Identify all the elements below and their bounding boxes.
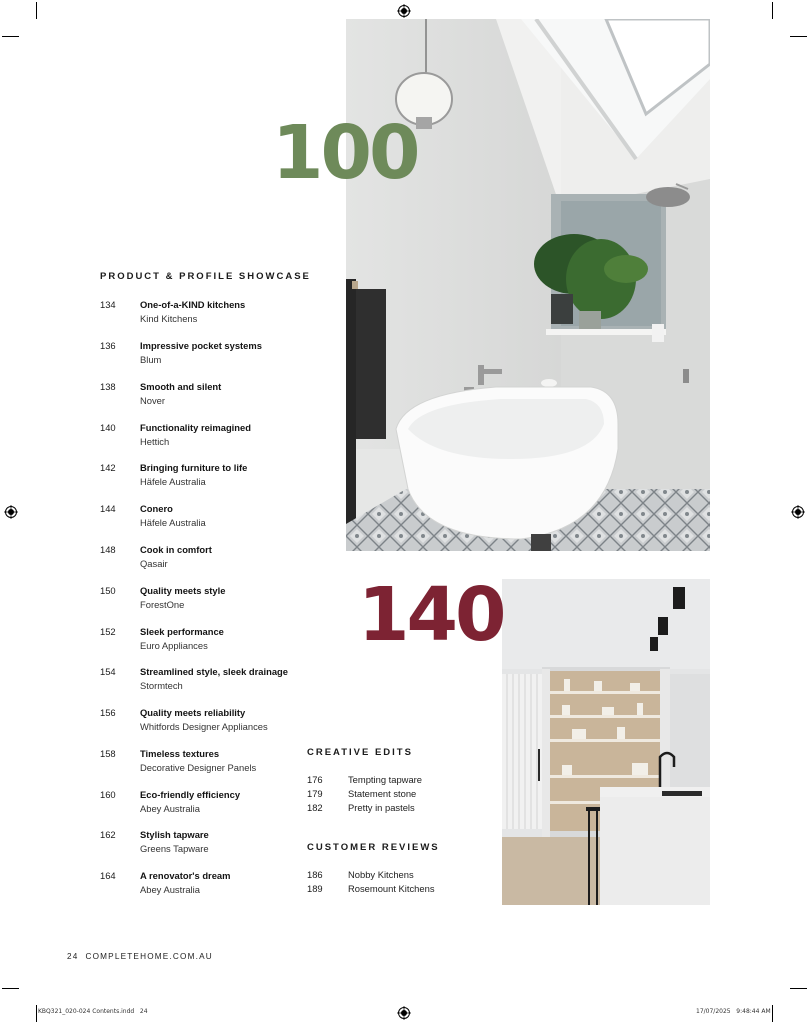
entry-title: Bringing furniture to life (140, 462, 248, 473)
entry-brand: Stormtech (140, 679, 183, 691)
entry-title: Pretty in pastels (348, 802, 415, 813)
page-number: 148 (100, 544, 116, 555)
entry-brand: Blum (140, 353, 162, 365)
creative-edits-heading: CREATIVE EDITS (307, 747, 413, 758)
entry-brand: Euro Appliances (140, 639, 208, 651)
entry-title: Eco-friendly efficiency (140, 789, 241, 800)
page-number: 156 (100, 707, 116, 718)
registration-mark-icon (4, 505, 18, 519)
page-number: 179 (307, 788, 323, 799)
registration-mark-icon (397, 1006, 411, 1020)
crop-mark (772, 2, 773, 19)
page-number: 140 (100, 422, 116, 433)
toc-entry[interactable] (100, 543, 340, 573)
product-showcase-heading: PRODUCT & PROFILE SHOWCASE (100, 271, 311, 282)
toc-entry[interactable] (100, 706, 340, 736)
entry-title: Nobby Kitchens (348, 869, 414, 880)
kitchen-photo (502, 579, 710, 905)
toc-entry[interactable] (100, 665, 340, 695)
entry-brand: Abey Australia (140, 883, 200, 895)
page-number: 134 (100, 299, 116, 310)
entry-title: Tempting tapware (348, 774, 422, 785)
page-number: 154 (100, 666, 116, 677)
crop-mark (790, 36, 807, 37)
highlight-number-100: 100 (272, 110, 418, 196)
page-number: 160 (100, 789, 116, 800)
page-number: 152 (100, 626, 116, 637)
entry-brand: Häfele Australia (140, 475, 206, 487)
entry-title: One-of-a-KIND kitchens (140, 299, 246, 310)
registration-mark-icon (791, 505, 805, 519)
toc-entry[interactable] (100, 747, 340, 777)
customer-reviews-heading: CUSTOMER REVIEWS (307, 842, 440, 853)
entry-title: Sleek performance (140, 626, 224, 637)
slug-file-info: KBQ321_020-024 Contents.indd 24 (38, 1008, 148, 1015)
page-number: 176 (307, 774, 323, 785)
entry-brand: Whitfords Designer Appliances (140, 720, 268, 732)
crop-mark (2, 988, 19, 989)
page-number: 150 (100, 585, 116, 596)
entry-title: Stylish tapware (140, 829, 209, 840)
page-folio: 24 COMPLETEHOME.COM.AU (67, 952, 213, 961)
entry-title: Smooth and silent (140, 381, 222, 392)
crop-mark (36, 2, 37, 19)
entry-brand: Decorative Designer Panels (140, 761, 257, 773)
toc-entry[interactable] (100, 421, 340, 451)
page-number: 144 (100, 503, 116, 514)
toc-entry[interactable] (100, 625, 340, 655)
entry-title: Quality meets style (140, 585, 226, 596)
page-number: 164 (100, 870, 116, 881)
toc-entry[interactable] (100, 828, 340, 858)
registration-mark-icon (397, 4, 411, 18)
entry-title: Conero (140, 503, 173, 514)
toc-entry[interactable] (100, 584, 340, 614)
slug-timestamp: 17/07/2025 9:48:44 AM (696, 1008, 771, 1015)
toc-entry[interactable] (100, 339, 340, 369)
toc-entry[interactable] (100, 298, 340, 328)
page-number: 189 (307, 883, 323, 894)
entry-brand: Kind Kitchens (140, 312, 198, 324)
entry-title: Functionality reimagined (140, 422, 251, 433)
toc-entry[interactable] (100, 461, 340, 491)
bathroom-photo (346, 19, 710, 551)
entry-title: A renovator's dream (140, 870, 231, 881)
toc-entry[interactable] (100, 380, 340, 410)
page-number: 158 (100, 748, 116, 759)
page-number: 182 (307, 802, 323, 813)
page-number: 142 (100, 462, 116, 473)
page-number: 138 (100, 381, 116, 392)
toc-entry[interactable] (100, 869, 340, 899)
page-number: 136 (100, 340, 116, 351)
entry-brand: Nover (140, 394, 166, 406)
page-number: 186 (307, 869, 323, 880)
entry-title: Streamlined style, sleek drainage (140, 666, 288, 677)
crop-mark (36, 1005, 37, 1022)
entry-title: Timeless textures (140, 748, 220, 759)
highlight-number-140: 140 (358, 572, 504, 658)
entry-title: Cook in comfort (140, 544, 212, 555)
toc-entry[interactable] (100, 502, 340, 532)
entry-brand: Greens Tapware (140, 842, 209, 854)
entry-title: Statement stone (348, 788, 417, 799)
crop-mark (2, 36, 19, 37)
entry-brand: Qasair (140, 557, 168, 569)
crop-mark (790, 988, 807, 989)
page-number: 162 (100, 829, 116, 840)
entry-brand: Häfele Australia (140, 516, 206, 528)
entry-brand: ForestOne (140, 598, 185, 610)
entry-title: Rosemount Kitchens (348, 883, 435, 894)
toc-entry[interactable] (100, 788, 340, 818)
crop-mark (772, 1005, 773, 1022)
entry-brand: Abey Australia (140, 802, 200, 814)
entry-title: Quality meets reliability (140, 707, 246, 718)
entry-title: Impressive pocket systems (140, 340, 262, 351)
entry-brand: Hettich (140, 435, 170, 447)
